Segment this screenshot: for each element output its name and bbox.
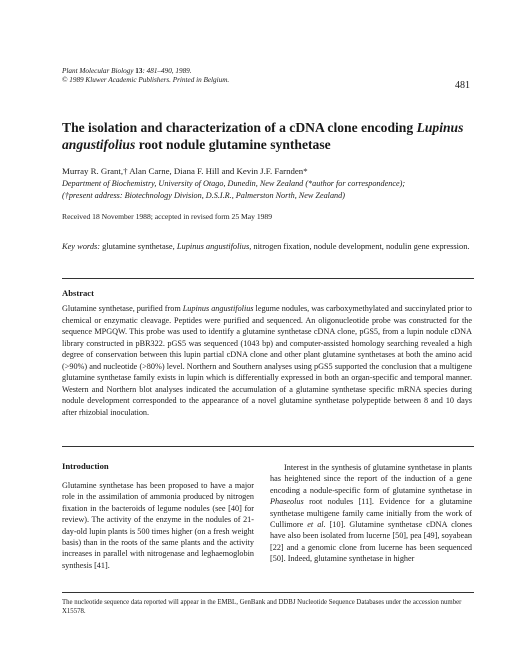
introduction-paragraph-1: Glutamine synthetase has been proposed to have a major role in the assimilation of ammonia produced by nitrogen fixation in the bacteroids of legume nodules (see [40] for review). The activity of the enzyme in the nodules of 21-day-old lupin plants is 500 times higher (on a fresh weight basis) than in the roots of the same plants and the activity increases in parallel with nitrogenase and leghaemoglobin synthesis [41]. xyxy=(62,481,254,570)
abstract-heading: Abstract xyxy=(62,288,94,298)
intro-right-text-2: root nodules [11]. Evidence for a glutamine synthetase multigene family came initially from the work of Cullimore xyxy=(270,497,472,530)
abstract-species: Lupinus angustifolius xyxy=(182,304,254,313)
journal-line-1 xyxy=(62,67,229,76)
title-part-2: root nodule glutamine synthetase xyxy=(135,137,331,152)
abstract-text-1: Glutamine synthetase, purified from xyxy=(62,304,183,313)
affiliations xyxy=(62,178,492,202)
intro-right-etal: et al. xyxy=(307,520,326,530)
journal-citation xyxy=(62,67,229,85)
footnote: The nucleotide sequence data reported will appear in the EMBL, GenBank and DDBJ Nucleotide Sequence Databases under the accession number X15578. xyxy=(62,599,462,615)
introduction-left-column xyxy=(62,480,254,571)
introduction-heading: Introduction xyxy=(62,461,109,471)
rule-above-footnote xyxy=(62,592,474,593)
title-part-1: The isolation and characterization of a cDNA clone encoding xyxy=(62,120,417,135)
page-number: 481 xyxy=(455,80,470,91)
keywords-label: Key words: xyxy=(62,242,101,251)
affiliation-line-1: Department of Biochemistry, University of Otago, Dunedin, New Zealand (*author for correspondence); xyxy=(62,179,406,188)
article-title xyxy=(62,119,482,153)
rule-above-abstract xyxy=(62,278,474,279)
received-dates: Received 18 November 1988; accepted in revised form 25 May 1989 xyxy=(62,212,273,221)
author-list: Murray R. Grant,† Alan Carne, Diana F. Hill and Kevin J.F. Farnden* xyxy=(62,166,308,176)
intro-right-text-3: [10]. Glutamine synthetase cDNA clones have also been isolated from lucerne [50], pea [49], soyabean [22] and a genomic clone from lucerne has been sequenced [50]. Indeed, glutamine synthetase in higher xyxy=(270,520,473,564)
affiliation-line-2: (†present address: Biotechnology Division, D.S.I.R., Palmerston North, New Zealand) xyxy=(62,191,345,200)
intro-right-text-1: Interest in the synthesis of glutamine synthetase in plants has heightened since the report of the induction of a gene encoding a nodule-specific form of glutamine synthetase in xyxy=(270,463,472,495)
intro-right-species: Phaseolus xyxy=(270,497,304,507)
keywords xyxy=(62,241,472,253)
abstract-text-2: legume nodules, was carboxymethylated and succinylated prior to chemical or enzymatic cleavage. Peptides were purified and sequenced. An oligonucleotide probe was constructed for the sequence MPGQW. This probe was used to identify a glutamine synthetase cDNA clone, pGS5, from a lupin nodule cDNA library constructed in pBR322. pGS5 was sequenced (1043 bp) and computer-assisted homology searching revealed a high degree of conservation between this lupin partial cDNA clone and other plant glutamine synthetases at both the amino acid (>90%) and nucleotide (>80%) level. Northern and Southern analyses using pGS5 supported the conclusion that a multigene glutamine synthetase family exists in lupin which is differentially expressed in both an organ-specific and temporal manner. Western and Northern blot analyses indicated the accumulation of a glutamine synthetase specific mRNA species during nodule development corresponded to the appearance of a novel glutamine synthetase polypeptide between 8 and 10 days after rhizobial inoculation. xyxy=(62,304,473,417)
keywords-species: Lupinus angustifolius xyxy=(176,242,250,251)
journal-copyright: © 1989 Kluwer Academic Publishers. Printed in Belgium. xyxy=(62,76,230,84)
introduction-right-column xyxy=(270,462,472,565)
journal-name: Plant Molecular Biology xyxy=(62,67,134,75)
keywords-before: glutamine synthetase, xyxy=(100,242,177,251)
introduction-paragraph-2 xyxy=(270,462,472,565)
rule-above-introduction xyxy=(62,446,474,447)
keywords-after: , nitrogen fixation, nodule development, nodulin gene expression. xyxy=(249,242,470,251)
journal-volume: 13 xyxy=(135,67,143,75)
abstract-body xyxy=(62,303,472,418)
title-species: Lupinus angustifolius xyxy=(62,120,464,152)
journal-pages: : 481–490, 1989. xyxy=(142,67,192,75)
